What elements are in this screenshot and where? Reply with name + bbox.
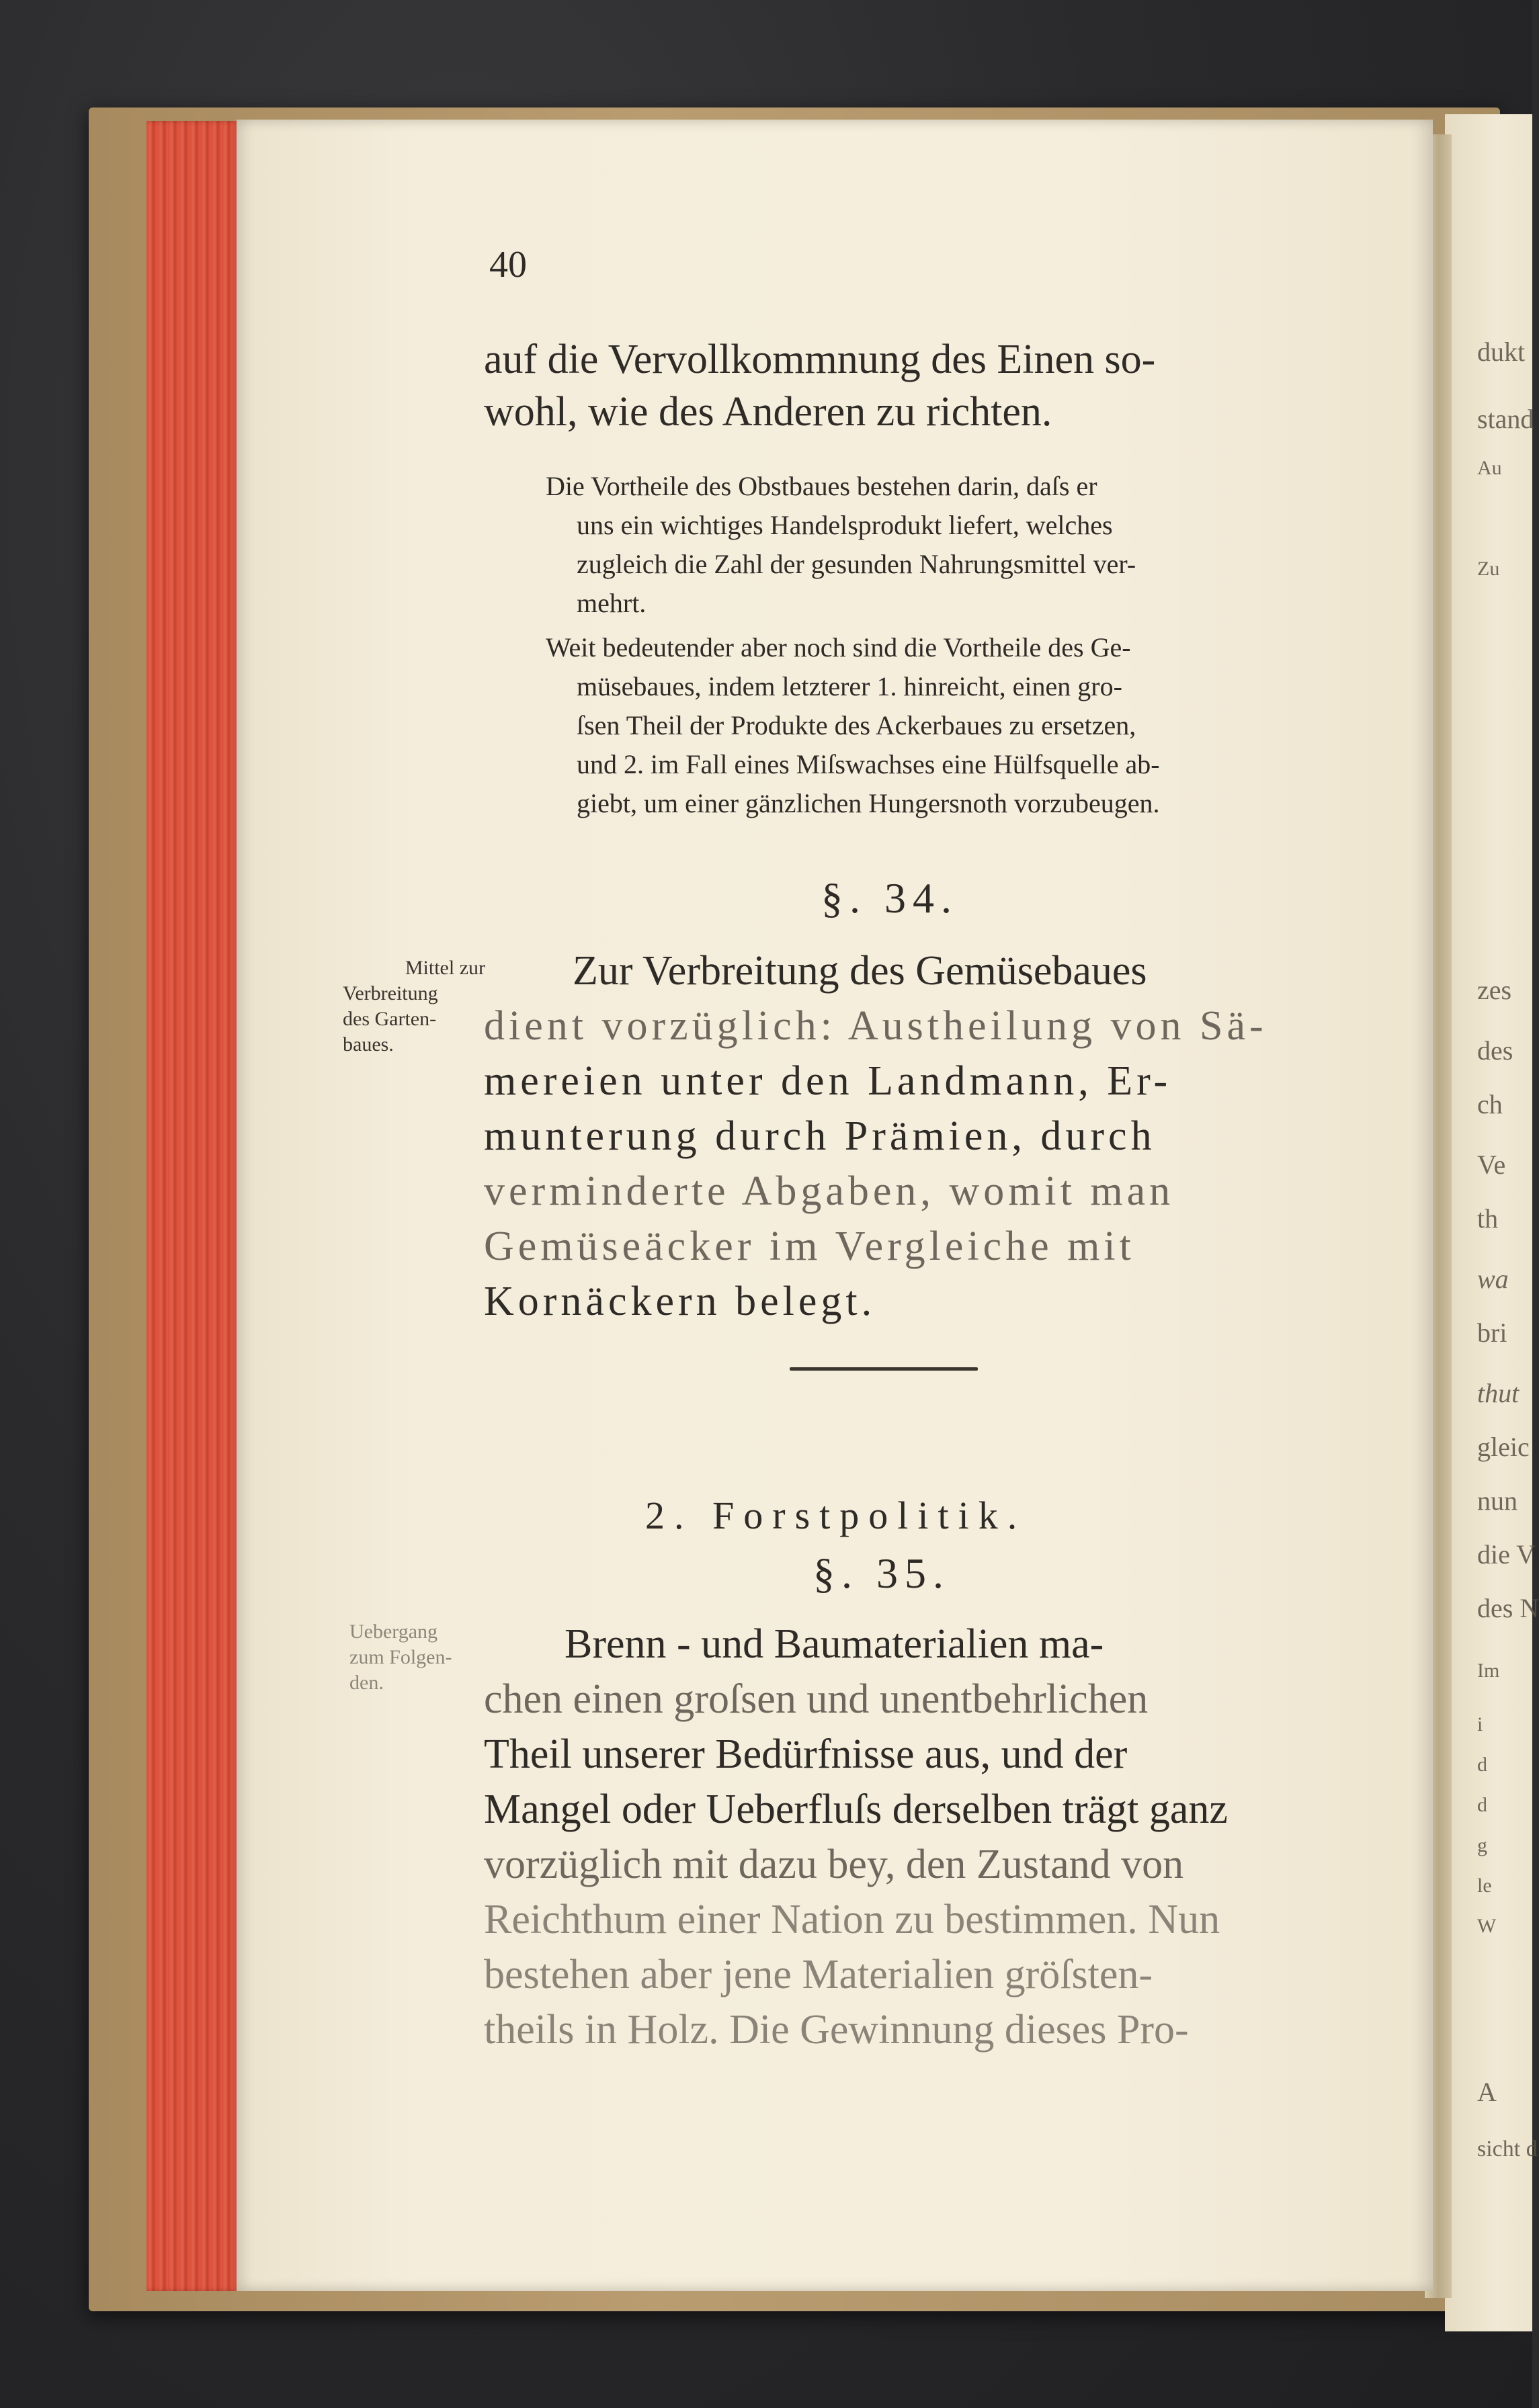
facing-fragment: zes — [1477, 975, 1512, 1005]
body-line: Gemüseäcker im Vergleiche mit — [484, 1223, 1135, 1269]
note-line: und 2. im Fall eines Miſswachses eine Hülfsquelle ab- — [577, 749, 1160, 779]
note-line: zugleich die Zahl der gesunden Nahrungsmittel ver- — [577, 549, 1136, 579]
body-line: mereien unter den Landmann, Er- — [484, 1058, 1172, 1104]
body-line: vorzüglich mit dazu bey, den Zustand von — [484, 1842, 1184, 1887]
facing-fragment: wa — [1477, 1264, 1509, 1294]
body-line: Mangel oder Ueberfluſs derselben trägt ganz — [484, 1787, 1228, 1832]
margin-note-line: Uebergang — [349, 1621, 438, 1643]
note-line: Die Vortheile des Obstbaues bestehen darin, daſs er — [546, 471, 1097, 501]
margin-note-35 — [349, 1619, 452, 1696]
facing-fragment: sicht d — [1477, 2137, 1538, 2161]
facing-fragment: A — [1477, 2077, 1497, 2107]
note-line: mehrt. — [577, 588, 647, 618]
facing-fragment: ch — [1477, 1089, 1503, 1119]
body-line: Theil unserer Bedürfnisse aus, und der — [484, 1731, 1128, 1777]
body-line: Reichthum einer Nation zu bestimmen. Nun — [484, 1897, 1220, 1942]
section-34-mark: §. 34. — [821, 874, 958, 922]
body-line: chen einen groſsen und unentbehrlichen — [484, 1676, 1149, 1722]
facing-page — [1445, 114, 1539, 2331]
note-line: ſsen Theil der Produkte des Ackerbaues zu ersetzen, — [577, 710, 1136, 740]
margin-note-line: baues. — [343, 1033, 394, 1056]
section-rule — [790, 1367, 978, 1371]
section-heading: 2. Forstpolitik. — [645, 1494, 1027, 1537]
facing-fragment: des — [1477, 1035, 1513, 1066]
margin-note-line: zum Folgen- — [349, 1646, 452, 1668]
facing-fragment: d — [1477, 1794, 1487, 1816]
body-line: dient vorzüglich: Austheilung von Sä- — [484, 1003, 1267, 1049]
note-line: uns ein wichtiges Handelsprodukt liefert, welches — [577, 510, 1113, 540]
facing-fragment: stand — [1477, 404, 1534, 434]
facing-fragment: d — [1477, 1754, 1487, 1776]
facing-fragment: Ve — [1477, 1150, 1506, 1180]
section-35-mark: §. 35. — [813, 1549, 950, 1597]
facing-fragment: gleic — [1477, 1432, 1530, 1462]
body-line: verminderte Abgaben, womit man — [484, 1168, 1175, 1214]
body-line: bestehen aber jene Materialien gröſsten- — [484, 1952, 1153, 1997]
body-line: wohl, wie des Anderen zu richten. — [484, 389, 1052, 435]
facing-fragment: Zu — [1477, 558, 1500, 580]
page-number: 40 — [489, 244, 527, 286]
facing-fragment: nun — [1477, 1486, 1517, 1516]
facing-fragment: bri — [1477, 1318, 1507, 1348]
facing-fragment: g — [1477, 1834, 1487, 1856]
red-page-edges — [147, 121, 241, 2291]
body-line: Kornäckern belegt. — [484, 1279, 876, 1324]
body-line: theils in Holz. Die Gewinnung dieses Pro- — [484, 2007, 1189, 2053]
facing-fragment: i — [1477, 1713, 1483, 1735]
body-line: Brenn - und Baumaterialien ma- — [565, 1621, 1104, 1667]
margin-note-line: des Garten- — [343, 1008, 437, 1030]
facing-fragment: le — [1477, 1875, 1492, 1897]
margin-note-line: den. — [349, 1672, 384, 1694]
note-line: Weit bedeutender aber noch sind die Vortheile des Ge- — [546, 632, 1131, 662]
facing-fragment: th — [1477, 1203, 1499, 1234]
facing-fragment: dukt — [1477, 337, 1526, 367]
margin-note-line: Mittel zur — [405, 957, 485, 979]
note-line: giebt, um einer gänzlichen Hungersnoth vorzubeugen. — [577, 788, 1160, 818]
body-line: Zur Verbreitung des Gemüsebaues — [573, 948, 1147, 994]
facing-fragment: die V — [1477, 1539, 1536, 1570]
margin-note-line: Verbreitung — [343, 982, 438, 1004]
note-line: müsebaues, indem letzterer 1. hinreicht, einen gro- — [577, 671, 1122, 701]
facing-fragment: Im — [1477, 1660, 1500, 1682]
margin-note-34 — [343, 955, 485, 1058]
facing-fragment: thut — [1477, 1378, 1520, 1408]
body-line: auf die Vervollkommnung des Einen so- — [484, 337, 1156, 382]
facing-fragment: Au — [1477, 457, 1502, 479]
facing-fragment: W — [1477, 1915, 1497, 1937]
facing-fragment: des N — [1477, 1593, 1539, 1623]
body-line: munterung durch Prämien, durch — [484, 1113, 1156, 1159]
